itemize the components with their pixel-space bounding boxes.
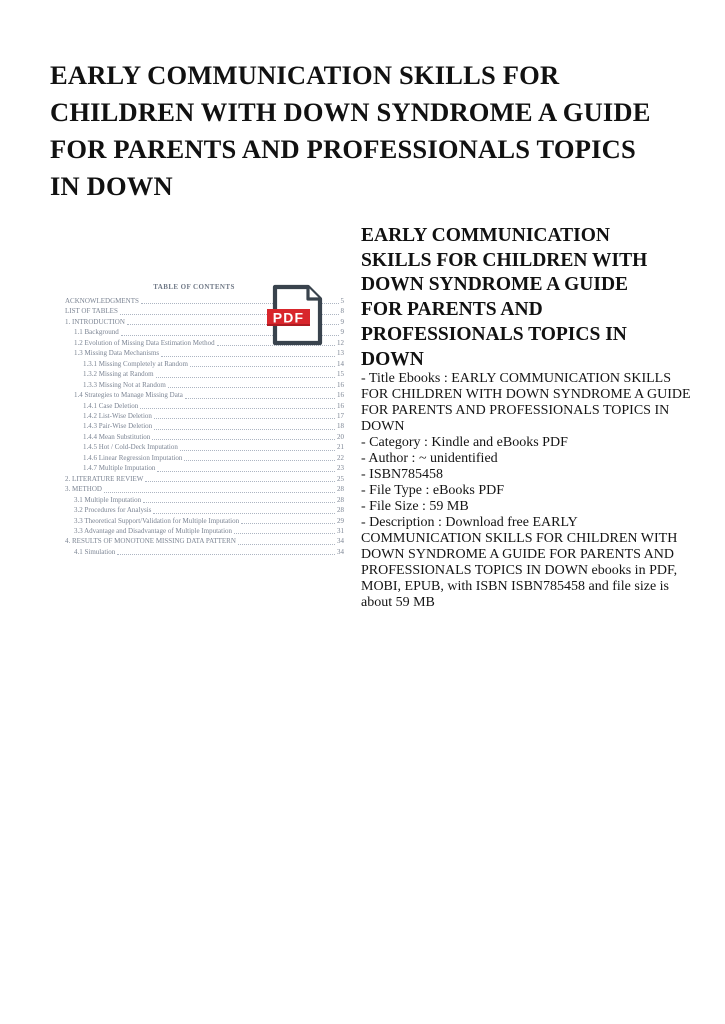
toc-entry-label: 4.1 Simulation	[74, 547, 116, 556]
toc-entry-page: 29	[337, 516, 344, 525]
toc-entry-page: 15	[337, 370, 344, 379]
book-title-line: EARLY COMMUNICATION	[361, 225, 610, 246]
book-detail-item: - Description : Download free EARLY COMMUNICATION SKILLS FOR CHILDREN WITH DOWN SYNDROME A GUIDE FOR PARENTS AND PROFESSIONALS TOPICS IN DOWN ebooks in PDF, MOBI, EPUB, with ISBN ISBN785458 and file size is about 59 MB	[361, 515, 678, 610]
toc-dotted-leader	[152, 438, 335, 440]
toc-entry-page: 16	[337, 380, 344, 389]
toc-thumbnail[interactable]	[40, 273, 348, 573]
book-detail-item: - File Size : 59 MB	[361, 499, 469, 514]
toc-entry	[40, 401, 348, 411]
toc-dotted-leader	[154, 417, 335, 419]
pdf-document-icon	[266, 284, 324, 346]
book-title	[361, 224, 647, 372]
toc-entry-label: 1.4 Strategies to Manage Missing Data	[74, 391, 183, 400]
toc-entry-label: 3.3 Advantage and Disadvantage of Multiple Imputation	[74, 526, 233, 535]
toc-entry	[40, 432, 348, 442]
toc-dotted-leader	[104, 491, 335, 493]
toc-entry	[40, 495, 348, 505]
toc-entry-label: 3.3 Theoretical Support/Validation for Multiple Imputation	[74, 516, 240, 525]
toc-entry	[40, 390, 348, 400]
toc-entry-page: 9	[340, 317, 344, 326]
toc-dotted-leader	[145, 480, 335, 482]
toc-entry-label: 1.4.5 Hot / Cold-Deck Imputation	[83, 443, 178, 452]
toc-entry-page: 5	[340, 297, 344, 305]
toc-entry-page: 34	[337, 537, 344, 546]
toc-entry	[40, 536, 348, 546]
pdf-icon[interactable]	[266, 284, 324, 346]
toc-entry-label: 4. RESULTS OF MONOTONE MISSING DATA PATTERN	[65, 537, 236, 546]
toc-entry	[40, 463, 348, 473]
toc-entry-label: 1.4.3 Pair-Wise Deletion	[83, 422, 153, 431]
toc-dotted-leader	[157, 470, 335, 472]
toc-dotted-leader	[168, 386, 335, 388]
toc-dotted-leader	[241, 522, 335, 524]
toc-entry-label: 1.4.6 Linear Regression Imputation	[83, 453, 183, 462]
toc-entry-page: 12	[337, 338, 344, 347]
book-detail-item: - File Type : eBooks PDF	[361, 483, 505, 498]
toc-entry	[40, 442, 348, 452]
toc-entry-page: 28	[337, 485, 344, 494]
toc-entry-label: 1.3 Missing Data Mechanisms	[74, 349, 160, 358]
toc-entry-page: 9	[340, 328, 344, 337]
page-title-line: CHILDREN WITH DOWN SYNDROME A GUIDE	[50, 97, 651, 127]
toc-entry	[40, 453, 348, 463]
toc-entry	[40, 369, 348, 379]
toc-dotted-leader	[238, 543, 335, 545]
book-title-line: FOR PARENTS AND	[361, 299, 543, 321]
toc-entry	[40, 547, 348, 557]
toc-dotted-leader	[161, 355, 335, 357]
toc-entry	[40, 380, 348, 390]
toc-dotted-leader	[140, 407, 335, 409]
toc-entry-label: 1.4.2 List-Wise Deletion	[83, 411, 152, 420]
toc-dotted-leader	[143, 501, 335, 503]
toc-entry	[40, 411, 348, 421]
toc-entry-label: 1.4.4 Mean Substitution	[83, 432, 151, 441]
book-detail-item: - ISBN785458	[361, 467, 444, 482]
pdf-folded-corner	[308, 287, 320, 299]
toc-dotted-leader	[190, 365, 335, 367]
toc-entry-label: 1. INTRODUCTION	[65, 317, 125, 326]
book-detail-item: - Title Ebooks : EARLY COMMUNICATION SKILLS FOR CHILDREN WITH DOWN SYNDROME A GUIDE FOR PARENTS AND PROFESSIONALS TOPICS IN DOWN	[361, 371, 691, 434]
toc-dotted-leader	[185, 397, 335, 399]
toc-entry	[40, 516, 348, 526]
page-title-line: EARLY COMMUNICATION SKILLS FOR	[50, 60, 560, 90]
toc-heading: TABLE OF CONTENTS	[153, 283, 235, 291]
toc-entry	[40, 484, 348, 494]
toc-entry	[40, 474, 348, 484]
pdf-badge-label: PDF	[272, 309, 305, 326]
toc-entry-page: 22	[337, 453, 344, 462]
toc-entry-label: 1.4.1 Case Deletion	[83, 401, 139, 410]
toc-dotted-leader	[156, 376, 335, 378]
toc-dotted-leader	[234, 532, 335, 534]
toc-entry-page: 13	[337, 349, 344, 358]
toc-entry-page: 25	[337, 474, 344, 483]
book-title-line: DOWN SYNDROME A GUIDE	[361, 274, 629, 296]
toc-entry	[40, 359, 348, 369]
book-title-line: SKILLS FOR CHILDREN WITH	[361, 249, 648, 271]
toc-dotted-leader	[153, 512, 335, 514]
toc-entry-label: 1.1 Background	[74, 328, 119, 337]
toc-entry	[40, 348, 348, 358]
toc-entry-label: ACKNOWLEDGMENTS	[65, 297, 139, 305]
page-title-line: IN DOWN	[50, 171, 173, 201]
toc-entry	[40, 526, 348, 536]
book-detail-item: - Author : ~ unidentified	[361, 451, 498, 466]
toc-dotted-leader	[184, 459, 335, 461]
toc-entry	[40, 421, 348, 431]
toc-entry-label: 1.3.2 Missing at Random	[83, 370, 154, 379]
toc-entry-page: 17	[337, 411, 344, 420]
toc-entry-page: 20	[337, 432, 344, 441]
toc-entry-page: 28	[337, 495, 344, 504]
toc-entry-page: 14	[337, 359, 344, 368]
toc-entry-page: 21	[337, 443, 344, 452]
book-title-line: DOWN	[361, 348, 424, 370]
toc-entry-page: 16	[337, 401, 344, 410]
toc-entry-label: 3.1 Multiple Imputation	[74, 495, 142, 504]
toc-entry-label: LIST OF TABLES	[65, 307, 118, 316]
page-title-line: FOR PARENTS AND PROFESSIONALS TOPICS	[50, 134, 636, 164]
toc-dotted-leader	[117, 553, 335, 555]
toc-dotted-leader	[154, 428, 335, 430]
toc-entry	[40, 505, 348, 515]
toc-entry-page: 28	[337, 506, 344, 515]
toc-entry-label: 1.2 Evolution of Missing Data Estimation Method	[74, 338, 215, 347]
toc-entry-label: 3. METHOD	[65, 485, 102, 494]
toc-entry-label: 2. LITERATURE REVIEW	[65, 474, 144, 483]
toc-entry-label: 1.4.7 Multiple Imputation	[83, 464, 156, 473]
toc-entry-label: 1.3.3 Missing Not at Random	[83, 380, 166, 389]
book-title-line: PROFESSIONALS TOPICS IN	[361, 323, 627, 345]
toc-entry-page: 34	[337, 547, 344, 556]
toc-dotted-leader	[180, 449, 335, 451]
toc-entry-page: 8	[340, 307, 344, 316]
toc-entry-label: 1.3.1 Missing Completely at Random	[83, 359, 188, 368]
page-title	[50, 57, 651, 205]
toc-entry-page: 18	[337, 422, 344, 431]
book-detail-item: - Category : Kindle and eBooks PDF	[361, 435, 568, 450]
toc-entry-page: 31	[337, 526, 344, 535]
book-details	[361, 371, 695, 611]
toc-entry-page: 16	[337, 391, 344, 400]
toc-entry-label: 3.2 Procedures for Analysis	[74, 506, 152, 515]
toc-entry-page: 23	[337, 464, 344, 473]
